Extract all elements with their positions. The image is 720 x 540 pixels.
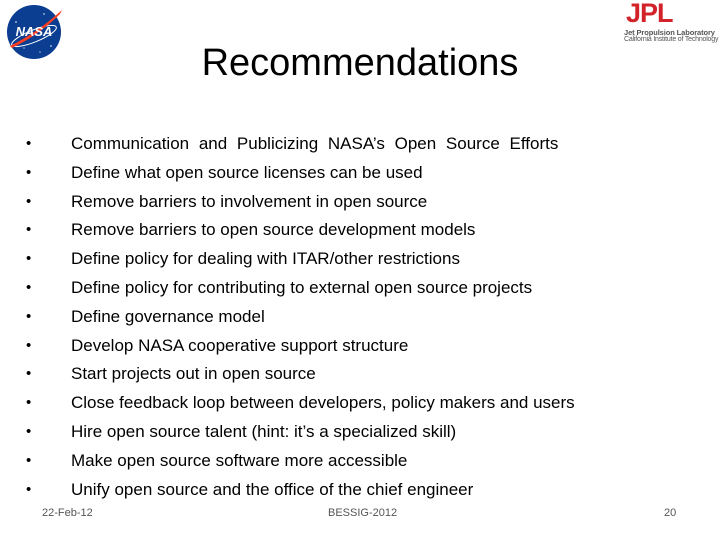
list-item (26, 418, 706, 447)
page-number: 20 (664, 507, 677, 519)
footer-date: 22-Feb-12 (42, 507, 93, 519)
bullet-icon: • (26, 192, 32, 210)
bullet-text: Define policy for dealing with ITAR/other restrictions (71, 249, 460, 269)
list-item (26, 216, 706, 245)
jpl-logo-text: JPL (626, 0, 673, 26)
list-item (26, 188, 706, 217)
bullet-icon: • (26, 422, 32, 440)
bullet-icon: • (26, 394, 32, 412)
bullet-text: Make open source software more accessible (71, 450, 408, 470)
list-item (26, 332, 706, 361)
bullet-icon: • (26, 336, 32, 354)
bullet-text: Hire open source talent (hint: it’s a specialized skill) (71, 421, 457, 441)
bullet-text: Define governance model (71, 306, 265, 326)
bullet-icon: • (26, 480, 32, 498)
list-item (26, 389, 706, 418)
jpl-caltech-line: California Institute of Technology (624, 36, 719, 43)
bullet-icon: • (26, 250, 32, 268)
list-item (26, 303, 706, 332)
bullet-icon: • (26, 135, 32, 152)
footer-event: BESSIG-2012 (328, 507, 398, 519)
bullet-text: Define what open source licenses can be used (71, 162, 423, 182)
bullet-text: Develop NASA cooperative support structure (71, 335, 409, 355)
list-item (26, 476, 706, 505)
nasa-logo-text: NASA (15, 24, 53, 39)
bullet-text: Remove barriers to involvement in open source (71, 191, 428, 211)
list-item (26, 274, 706, 303)
bullet-text: Start projects out in open source (71, 364, 316, 384)
jpl-mark-icon (624, 0, 686, 26)
bullet-icon: • (26, 221, 32, 239)
jpl-logo (618, 0, 720, 46)
bullet-text: Define policy for contributing to external open source projects (71, 277, 533, 297)
list-item (26, 159, 706, 188)
bullet-icon: • (26, 163, 32, 181)
bullet-text: Communication and Publicizing NASA’s Open Source Efforts (71, 134, 559, 153)
list-item (26, 130, 706, 159)
bullet-icon: • (26, 307, 32, 325)
list-item (26, 447, 706, 476)
jpl-name-line: Jet Propulsion Laboratory (624, 28, 715, 37)
slide-title: Recommendations (201, 42, 519, 84)
bullet-icon: • (26, 365, 32, 383)
list-item (26, 360, 706, 389)
list-item (26, 245, 706, 274)
bullet-text: Close feedback loop between developers, policy makers and users (71, 393, 575, 413)
bullet-text: Unify open source and the office of the chief engineer (71, 479, 474, 499)
bullet-icon: • (26, 451, 32, 469)
bullet-list (26, 130, 706, 504)
bullet-text: Remove barriers to open source development models (71, 220, 476, 240)
bullet-icon: • (26, 278, 32, 296)
